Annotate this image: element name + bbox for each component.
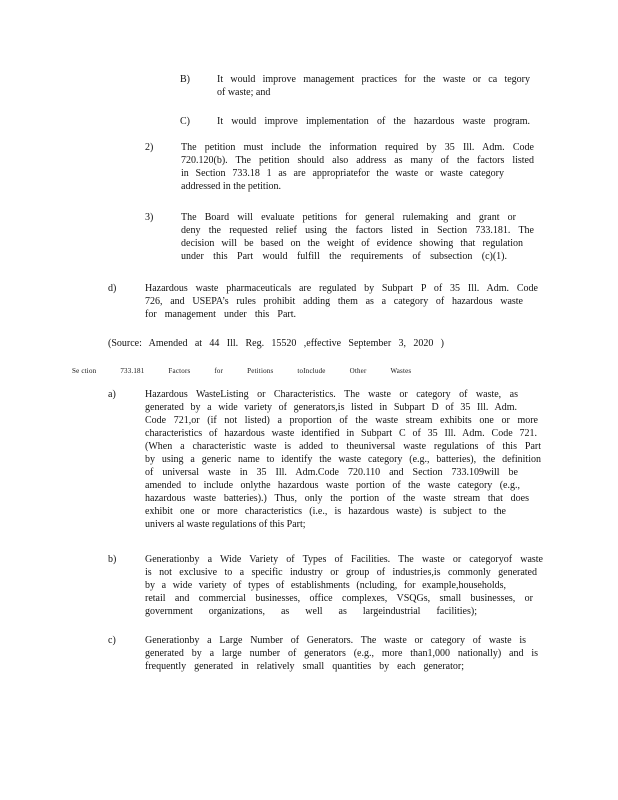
text-line: hazardous waste batteries).) Thus, only the portion of the waste stream that does [145, 493, 529, 504]
text-line: decision will be based on the weight of evidence showing that regulation [181, 238, 523, 249]
heading-word: 733.181 [120, 367, 145, 375]
text-line: generated by a large number of generators (e.g., more than1,000 nationally) and is [145, 648, 538, 659]
text-line: of universal waste in 35 Ill. Adm.Code 720.110 and Section 733.109will be [145, 467, 518, 478]
item-label-2: 2) [145, 142, 154, 153]
heading-word: Se ction [72, 367, 97, 375]
text-line: Hazardous waste pharmaceuticals are regulated by Subpart P of 35 Ill. Adm. Code [145, 283, 538, 294]
item-label-3: 3) [145, 212, 154, 223]
text-line: retail and commercial businesses, office complexes, VSQGs, small businesses, or [145, 593, 533, 604]
text-line: generated by a wide variety of generators,is listed in Subpart D of 35 Ill. Adm. [145, 402, 517, 413]
factor-label-a: a) [108, 389, 116, 400]
item-text-d [145, 282, 538, 321]
heading-word: Wastes [390, 367, 412, 375]
text-line: Hazardous WasteListing or Characteristics. The waste or category of waste, as [145, 389, 518, 400]
factor-text-c [145, 634, 538, 673]
text-line: (When a characteristic waste is added to theuniversal waste regulations of this Part [145, 441, 541, 452]
source-text: (Source: Amended at 44 Ill. Reg. 15520 ,effective September 3, 2020 ) [108, 338, 444, 349]
item-label-d: d) [108, 283, 117, 294]
heading-word: Factors [168, 367, 191, 375]
text-line: frequently generated in relatively small quantities by each generator; [145, 661, 464, 672]
text-line: for management under this Part. [145, 309, 296, 320]
section-heading [72, 365, 411, 378]
text-line: in Section 733.18 1 as are appropriatefor the waste or waste category [181, 168, 504, 179]
item-text-c [217, 115, 530, 128]
item-label-c: C) [180, 116, 190, 127]
factor-label-c: c) [108, 635, 116, 646]
heading-word: for [214, 367, 224, 375]
text-line: Code 721,or (if not listed) a proportion of the waste stream exhibits one or more [145, 415, 538, 426]
text-line: characteristics of hazardous waste identified in Subpart C of 35 Ill. Adm. Code 721. [145, 428, 537, 439]
text-line: The Board will evaluate petitions for general rulemaking and grant or [181, 212, 516, 223]
text-line: It would improve management practices for the waste or ca tegory [217, 74, 530, 85]
heading-word: toInclude [297, 367, 326, 375]
text-line: The petition must include the information required by 35 Ill. Adm. Code [181, 142, 534, 153]
text-line: amended to include onlythe hazardous waste portion of the waste category (e.g., [145, 480, 520, 491]
text-line: by using a generic name to identify the waste category (e.g., batteries), the definition [145, 454, 541, 465]
text-line: deny the requested relief using the factors listed in Section 733.181. The [181, 225, 534, 236]
text-line: is not exclusive to a specific industry or group of industries,is commonly generated [145, 567, 537, 578]
item-label-b: B) [180, 74, 190, 85]
heading-word: Petitions [247, 367, 274, 375]
item-text-2 [181, 141, 534, 193]
text-line: Generationby a Wide Variety of Types of Facilities. The waste or categoryof waste [145, 554, 543, 565]
text-line: by a wide variety of types of establishments (ncluding, for example,households, [145, 580, 506, 591]
text-line: addressed in the petition. [181, 181, 281, 192]
source-note [108, 337, 444, 350]
factor-text-a [145, 388, 541, 531]
text-line: government organizations, as well as largeindustrial facilities); [145, 606, 477, 617]
text-line: 726, and USEPA’s rules prohibit adding them as a category of hazardous waste [145, 296, 523, 307]
text-line: univers al waste regulations of this Part; [145, 519, 306, 530]
text-line: 720.120(b). The petition should also address as many of the factors listed [181, 155, 534, 166]
factor-text-b [145, 553, 543, 618]
text-line: Generationby a Large Number of Generators. The waste or category of waste is [145, 635, 526, 646]
text-line: under this Part would fulfill the requirements of subsection (c)(1). [181, 251, 507, 262]
item-text-b [217, 73, 530, 99]
text-line: of waste; and [217, 87, 271, 98]
text-line: exhibit one or more characteristics (i.e., is hazardous waste) is subject to the [145, 506, 506, 517]
heading-word: Other [349, 367, 367, 375]
factor-label-b: b) [108, 554, 117, 565]
text-line: It would improve implementation of the hazardous waste program. [217, 116, 530, 127]
item-text-3 [181, 211, 534, 263]
